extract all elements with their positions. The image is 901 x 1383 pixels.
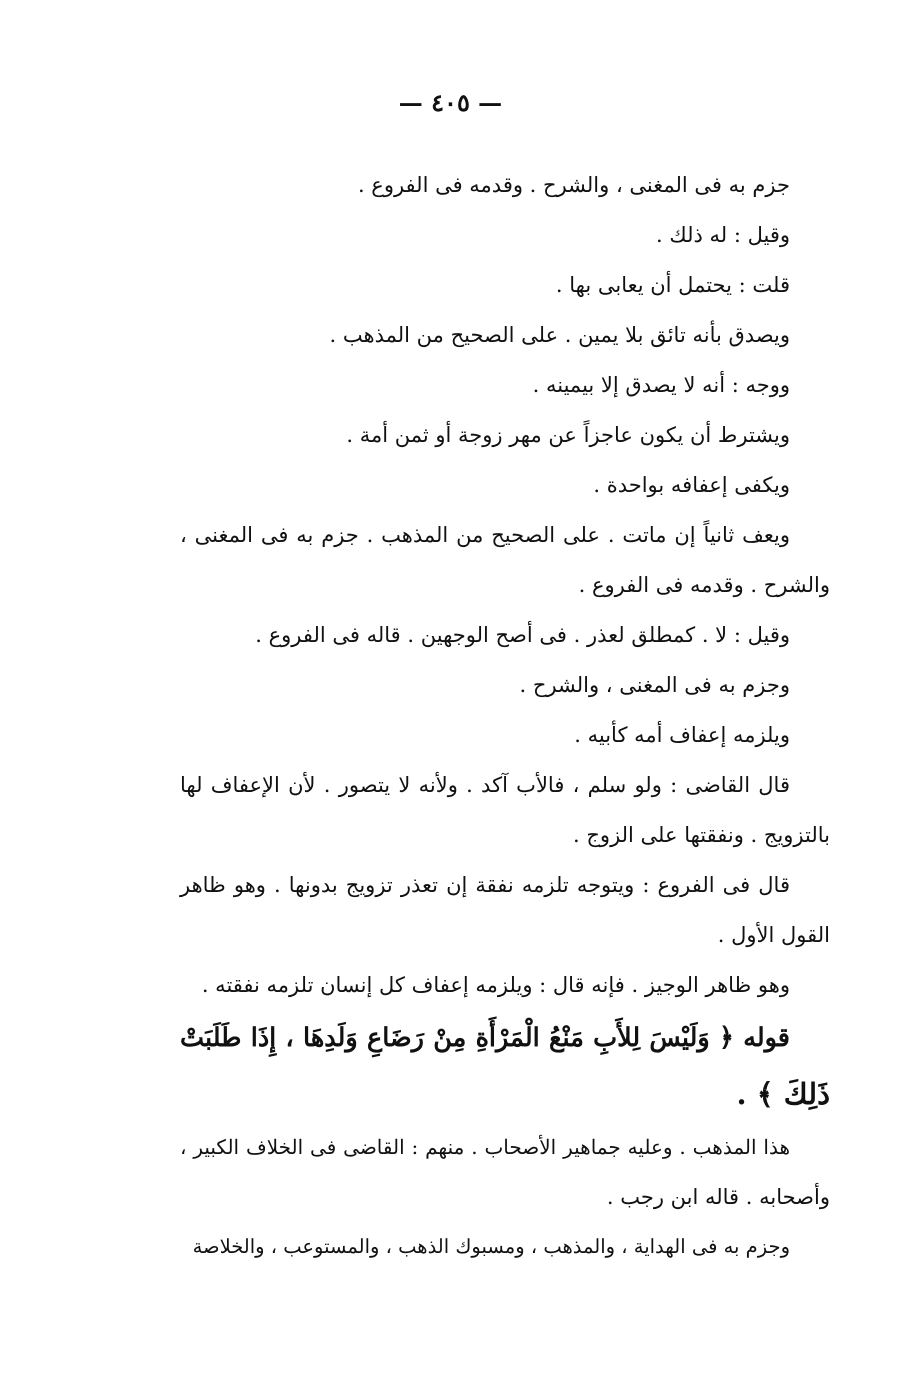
text-line: ويصدق بأنه تائق بلا يمين . على الصحيح من المذهب . <box>329 323 790 347</box>
text-line: بالتزويج . ونفقتها على الزوج . <box>573 823 830 847</box>
text-line: قال فى الفروع : ويتوجه تلزمه نفقة إن تعذر تزويج بدونها . وهو ظاهر <box>180 873 790 897</box>
text-line: ويلزمه إعفاف أمه كأبيه . <box>574 723 790 747</box>
text-line: قال القاضى : ولو سلم ، فالأب آكد . ولأنه لا يتصور . لأن الإعفاف لها <box>180 773 790 797</box>
text-line: ويعف ثانياً إن ماتت . على الصحيح من المذهب . جزم به فى المغنى ، <box>180 523 790 547</box>
text-line: قلت : يحتمل أن يعابى بها . <box>555 273 790 297</box>
text-line: ويكفى إعفافه بواحدة . <box>593 473 790 497</box>
text-line: وقيل : له ذلك . <box>656 223 790 247</box>
text-line: وأصحابه . قاله ابن رجب . <box>606 1185 830 1209</box>
text-line: وجزم به فى المغنى ، والشرح . <box>519 673 790 697</box>
quran-verse-line: قوله ﴿ وَلَيْسَ لِلأَبِ مَنْعُ الْمَرْأَةِ مِنْ رَضَاعِ وَلَدِهَا ، إِذَا طَلَبَتْ <box>180 1023 790 1053</box>
text-line: ووجه : أنه لا يصدق إلا بيمينه . <box>532 373 790 397</box>
text-line: وجزم به فى الهداية ، والمذهب ، ومسبوك الذهب ، والمستوعب ، والخلاصة <box>192 1235 790 1258</box>
body-text <box>180 160 830 1272</box>
text-line: ويشترط أن يكون عاجزاً عن مهر زوجة أو ثمن أمة . <box>346 423 790 447</box>
text-line: والشرح . وقدمه فى الفروع . <box>578 573 830 597</box>
text-line: القول الأول . <box>717 923 830 947</box>
text-line: وهو ظاهر الوجيز . فإنه قال : ويلزمه إعفاف كل إنسان تلزمه نفقته . <box>201 973 790 997</box>
text-line: وقيل : لا . كمطلق لعذر . فى أصح الوجهين . قاله فى الفروع . <box>255 623 790 647</box>
text-line: جزم به فى المغنى ، والشرح . وقدمه فى الفروع . <box>357 173 790 197</box>
page-number: — ٤٠٥ — <box>398 88 503 117</box>
quran-verse-line: ذَلِكَ ﴾ . <box>736 1077 830 1111</box>
text-line: هذا المذهب . وعليه جماهير الأصحاب . منهم : القاضى فى الخلاف الكبير ، <box>180 1135 790 1159</box>
